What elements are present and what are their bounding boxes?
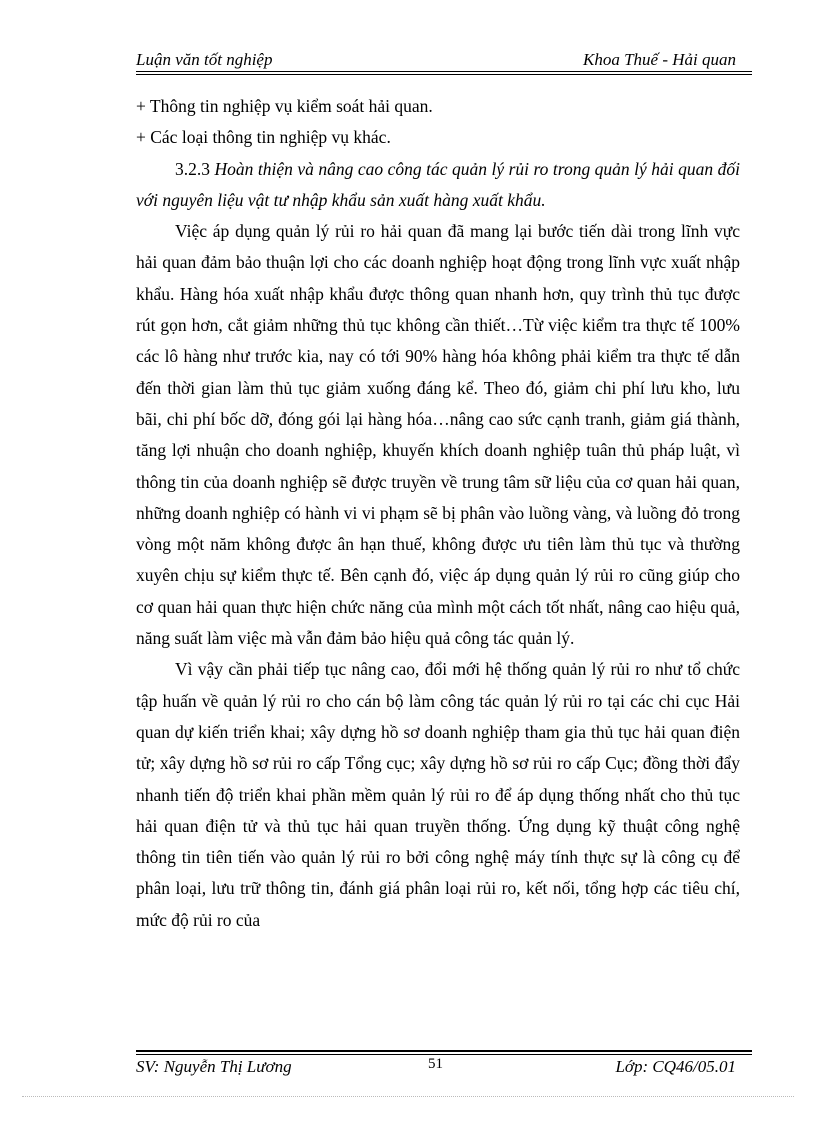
page-bottom-divider <box>22 1096 794 1097</box>
header-rule <box>136 71 752 72</box>
section-title: Hoàn thiện và nâng cao công tác quản lý rủi ro trong quản lý hải quan đối với nguyên liệu vật tư nhập khẩu sản xuất hàng xuất khẩu. <box>136 158 741 210</box>
page-header <box>136 50 752 72</box>
bullet-item: + Thông tin nghiệp vụ kiểm soát hải quan. <box>136 96 433 116</box>
footer-rule-double <box>136 1054 752 1055</box>
section-heading <box>136 154 740 217</box>
page-footer <box>136 1050 752 1074</box>
body-paragraph: Vì vậy cần phải tiếp tục nâng cao, đổi mới hệ thống quản lý rủi ro như tổ chức tập huấn về quản lý rủi ro cho cán bộ làm công tác quản lý rủi ro tại các chi cục Hải quan dự kiến triển khai; xây dựng hồ sơ doanh nghiệp tham gia thủ tục hải quan điện tử; xây dựng hồ sơ rủi ro cấp Tổng cục; xây dựng hồ sơ rủi ro cấp Cục; đồng thời đẩy nhanh tiến độ triển khai phần mềm quản lý rủi ro để áp dụng thống nhất cho thủ tục hải quan điện tử và thủ tục hải quan truyền thống. Ứng dụng kỹ thuật công nghệ thông tin tiên tiến vào quản lý rủi ro bởi công nghệ máy tính thực sự là công cụ để phân loại, lưu trữ thông tin, đánh giá phân loại rủi ro, kết nối, tổng hợp các tiêu chí, mức độ rủi ro của <box>136 659 740 930</box>
footer-rule <box>136 1050 752 1052</box>
header-faculty-label: Khoa Thuế - Hải quan <box>583 50 736 69</box>
section-number: 3.2.3 <box>175 158 210 179</box>
page-number: 51 <box>428 1056 443 1072</box>
footer-class-code: Lớp: CQ46/05.01 <box>615 1057 736 1076</box>
bullet-item: + Các loại thông tin nghiệp vụ khác. <box>136 127 391 148</box>
footer-student-name: SV: Nguyễn Thị Lương <box>136 1057 292 1076</box>
header-rule-double <box>136 74 752 75</box>
page-body <box>136 91 740 936</box>
header-thesis-label: Luận văn tốt nghiệp <box>136 50 273 69</box>
body-paragraph: Việc áp dụng quản lý rủi ro hải quan đã mang lại bước tiến dài trong lĩnh vực hải quan đảm bảo thuận lợi cho các doanh nghiệp hoạt động trong lĩnh vực xuất nhập khẩu. Hàng hóa xuất nhập khẩu được thông quan nhanh hơn, quy trình thủ tục được rút gọn hơn, cắt giảm những thủ tục không cần thiết…Từ việc kiểm tra thực tế 100% các lô hàng như trước kia, nay có tới 90% hàng hóa không phải kiểm tra thực tế dẫn đến thời gian làm thủ tục giảm xuống đáng kể. Theo đó, giảm chi phí lưu kho, lưu bãi, chi phí bốc dỡ, đóng gói lại hàng hóa…nâng cao sức cạnh tranh, giảm giá thành, tăng lợi nhuận cho doanh nghiệp, khuyến khích doanh nghiệp tuân thủ pháp luật, vì thông tin của doanh nghiệp sẽ được truyền về trung tâm sữ liệu của cơ quan hải quan, những doanh nghiệp có hành vi vi phạm sẽ bị phân vào luồng vàng, và luồng đỏ trong vòng một năm không được ân hạn thuế, không được ưu tiên làm thủ tục và thường xuyên chịu sự kiểm thực tế. Bên cạnh đó, việc áp dụng quản lý rủi ro cũng giúp cho cơ quan hải quan thực hiện chức năng của mình một cách tốt nhất, nâng cao hiệu quả, năng suất làm việc mà vẫn đảm bảo hiệu quả công tác quản lý. <box>136 221 740 649</box>
